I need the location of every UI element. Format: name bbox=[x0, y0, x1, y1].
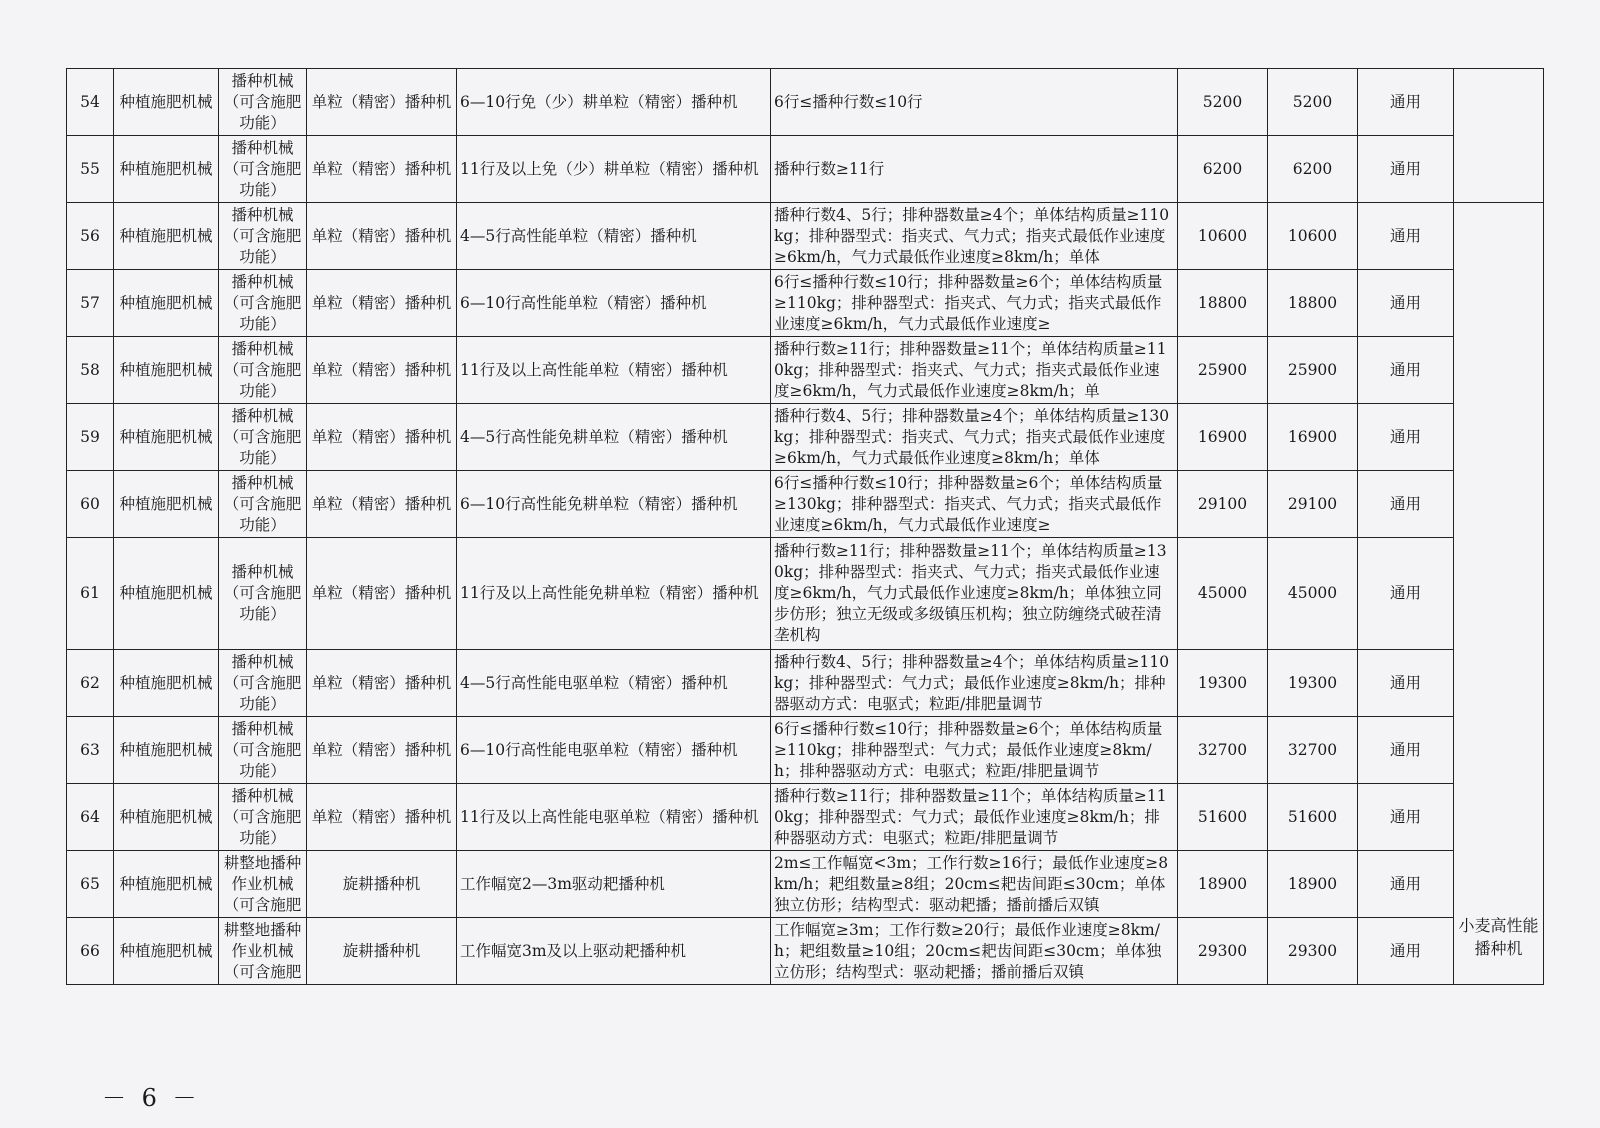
subcategory-cell: 播种机械（可含施肥功能） bbox=[219, 69, 307, 136]
product-name-cell: 11行及以上高性能免耕单粒（精密）播种机 bbox=[457, 538, 771, 650]
scope-cell: 通用 bbox=[1358, 650, 1454, 717]
scope-cell: 通用 bbox=[1358, 784, 1454, 851]
subcategory-cell: 播种机械（可含施肥功能） bbox=[219, 270, 307, 337]
table-row bbox=[67, 851, 1544, 918]
subsidy-cell: 6200 bbox=[1268, 136, 1358, 203]
subsidy-cell: 51600 bbox=[1268, 784, 1358, 851]
category-cell: 种植施肥机械 bbox=[114, 404, 219, 471]
spec-cell: 播种行数≥11行；排种器数量≥11个；单体结构质量≥110kg；排种器型式：指夹式、气力式；指夹式最低作业速度≥6km/h，气力式最低作业速度≥8km/h；单 bbox=[771, 337, 1178, 404]
table-row bbox=[67, 136, 1544, 203]
table-body bbox=[67, 69, 1544, 985]
subsidy-cell: 18900 bbox=[1268, 851, 1358, 918]
spec-cell: 6行≤播种行数≤10行；排种器数量≥6个；单体结构质量≥130kg；排种器型式：指夹式、气力式；指夹式最低作业速度≥6km/h，气力式最低作业速度≥ bbox=[771, 471, 1178, 538]
scope-cell: 通用 bbox=[1358, 851, 1454, 918]
row-number-cell: 56 bbox=[67, 203, 114, 270]
table-row bbox=[67, 404, 1544, 471]
scope-cell: 通用 bbox=[1358, 918, 1454, 985]
item-cell: 单粒（精密）播种机 bbox=[307, 404, 457, 471]
category-cell: 种植施肥机械 bbox=[114, 717, 219, 784]
subcategory-cell: 播种机械（可含施肥功能） bbox=[219, 404, 307, 471]
spec-cell: 6行≤播种行数≤10行；排种器数量≥6个；单体结构质量≥110kg；排种器型式：指夹式、气力式；指夹式最低作业速度≥6km/h，气力式最低作业速度≥ bbox=[771, 270, 1178, 337]
table-row bbox=[67, 203, 1544, 270]
product-name-cell: 4—5行高性能电驱单粒（精密）播种机 bbox=[457, 650, 771, 717]
category-cell: 种植施肥机械 bbox=[114, 337, 219, 404]
subcategory-cell: 耕整地播种作业机械（可含施肥 bbox=[219, 851, 307, 918]
price-cell: 25900 bbox=[1178, 337, 1268, 404]
table-row bbox=[67, 337, 1544, 404]
item-cell: 单粒（精密）播种机 bbox=[307, 69, 457, 136]
item-cell: 单粒（精密）播种机 bbox=[307, 650, 457, 717]
category-cell: 种植施肥机械 bbox=[114, 136, 219, 203]
subcategory-cell: 播种机械（可含施肥功能） bbox=[219, 136, 307, 203]
table-row bbox=[67, 717, 1544, 784]
category-cell: 种植施肥机械 bbox=[114, 538, 219, 650]
spec-cell: 播种行数4、5行；排种器数量≥4个；单体结构质量≥110kg；排种器型式：指夹式、气力式；指夹式最低作业速度≥6km/h，气力式最低作业速度≥8km/h；单体 bbox=[771, 203, 1178, 270]
price-cell: 10600 bbox=[1178, 203, 1268, 270]
price-cell: 18900 bbox=[1178, 851, 1268, 918]
empty-note-cell bbox=[1454, 69, 1544, 203]
subsidy-cell: 29100 bbox=[1268, 471, 1358, 538]
subsidy-cell: 29300 bbox=[1268, 918, 1358, 985]
scope-cell: 通用 bbox=[1358, 538, 1454, 650]
scope-cell: 通用 bbox=[1358, 136, 1454, 203]
item-cell: 单粒（精密）播种机 bbox=[307, 538, 457, 650]
item-cell: 单粒（精密）播种机 bbox=[307, 784, 457, 851]
scope-cell: 通用 bbox=[1358, 203, 1454, 270]
price-cell: 19300 bbox=[1178, 650, 1268, 717]
table-row bbox=[67, 784, 1544, 851]
row-number-cell: 59 bbox=[67, 404, 114, 471]
product-name-cell: 工作幅宽3m及以上驱动耙播种机 bbox=[457, 918, 771, 985]
page-number: － 6 － bbox=[102, 1084, 201, 1112]
product-name-cell: 11行及以上高性能电驱单粒（精密）播种机 bbox=[457, 784, 771, 851]
subsidy-cell: 25900 bbox=[1268, 337, 1358, 404]
category-cell: 种植施肥机械 bbox=[114, 270, 219, 337]
row-number-cell: 55 bbox=[67, 136, 114, 203]
table-row bbox=[67, 538, 1544, 650]
item-cell: 单粒（精密）播种机 bbox=[307, 717, 457, 784]
product-name-cell: 11行及以上免（少）耕单粒（精密）播种机 bbox=[457, 136, 771, 203]
merged-note-cell: 小麦高性能播种机 bbox=[1454, 203, 1544, 985]
category-cell: 种植施肥机械 bbox=[114, 918, 219, 985]
row-number-cell: 62 bbox=[67, 650, 114, 717]
row-number-cell: 58 bbox=[67, 337, 114, 404]
item-cell: 旋耕播种机 bbox=[307, 851, 457, 918]
row-number-cell: 60 bbox=[67, 471, 114, 538]
spec-cell: 播种行数4、5行；排种器数量≥4个；单体结构质量≥130kg；排种器型式：指夹式、气力式；指夹式最低作业速度≥6km/h，气力式最低作业速度≥8km/h；单体 bbox=[771, 404, 1178, 471]
price-cell: 5200 bbox=[1178, 69, 1268, 136]
row-number-cell: 63 bbox=[67, 717, 114, 784]
item-cell: 单粒（精密）播种机 bbox=[307, 270, 457, 337]
category-cell: 种植施肥机械 bbox=[114, 69, 219, 136]
scope-cell: 通用 bbox=[1358, 337, 1454, 404]
item-cell: 单粒（精密）播种机 bbox=[307, 203, 457, 270]
subsidy-cell: 10600 bbox=[1268, 203, 1358, 270]
spec-cell: 6行≤播种行数≤10行；排种器数量≥6个；单体结构质量≥110kg；排种器型式：气力式；最低作业速度≥8km/h；排种器驱动方式：电驱式；粒距/排肥量调节 bbox=[771, 717, 1178, 784]
product-name-cell: 4—5行高性能免耕单粒（精密）播种机 bbox=[457, 404, 771, 471]
subcategory-cell: 播种机械（可含施肥功能） bbox=[219, 337, 307, 404]
price-cell: 45000 bbox=[1178, 538, 1268, 650]
price-cell: 18800 bbox=[1178, 270, 1268, 337]
subcategory-cell: 播种机械（可含施肥功能） bbox=[219, 538, 307, 650]
price-cell: 29100 bbox=[1178, 471, 1268, 538]
subcategory-cell: 播种机械（可含施肥功能） bbox=[219, 471, 307, 538]
category-cell: 种植施肥机械 bbox=[114, 471, 219, 538]
subcategory-cell: 耕整地播种作业机械（可含施肥 bbox=[219, 918, 307, 985]
row-number-cell: 66 bbox=[67, 918, 114, 985]
table-row bbox=[67, 270, 1544, 337]
category-cell: 种植施肥机械 bbox=[114, 851, 219, 918]
subsidy-cell: 16900 bbox=[1268, 404, 1358, 471]
scope-cell: 通用 bbox=[1358, 471, 1454, 538]
spec-cell: 播种行数≥11行；排种器数量≥11个；单体结构质量≥130kg；排种器型式：指夹式、气力式；指夹式最低作业速度≥6km/h，气力式最低作业速度≥8km/h；单体独立同步仿形；独立无级或多级镇压机构；独立防缠绕式破茬清垄机构 bbox=[771, 538, 1178, 650]
spec-cell: 播种行数≥11行；排种器数量≥11个；单体结构质量≥110kg；排种器型式：气力式；最低作业速度≥8km/h；排种器驱动方式：电驱式；粒距/排肥量调节 bbox=[771, 784, 1178, 851]
spec-cell: 6行≤播种行数≤10行 bbox=[771, 69, 1178, 136]
scope-cell: 通用 bbox=[1358, 404, 1454, 471]
subsidy-cell: 18800 bbox=[1268, 270, 1358, 337]
subsidy-cell: 45000 bbox=[1268, 538, 1358, 650]
product-name-cell: 11行及以上高性能单粒（精密）播种机 bbox=[457, 337, 771, 404]
spec-cell: 工作幅宽≥3m；工作行数≥20行；最低作业速度≥8km/h；耙组数量≥10组；20cm≤耙齿间距≤30cm；单体独立仿形；结构型式：驱动耙播；播前播后双镇 bbox=[771, 918, 1178, 985]
row-number-cell: 61 bbox=[67, 538, 114, 650]
item-cell: 旋耕播种机 bbox=[307, 918, 457, 985]
price-cell: 51600 bbox=[1178, 784, 1268, 851]
category-cell: 种植施肥机械 bbox=[114, 650, 219, 717]
price-cell: 6200 bbox=[1178, 136, 1268, 203]
row-number-cell: 64 bbox=[67, 784, 114, 851]
subcategory-cell: 播种机械（可含施肥功能） bbox=[219, 717, 307, 784]
row-number-cell: 57 bbox=[67, 270, 114, 337]
table-row bbox=[67, 918, 1544, 985]
item-cell: 单粒（精密）播种机 bbox=[307, 136, 457, 203]
product-name-cell: 工作幅宽2—3m驱动耙播种机 bbox=[457, 851, 771, 918]
price-cell: 32700 bbox=[1178, 717, 1268, 784]
subsidy-cell: 19300 bbox=[1268, 650, 1358, 717]
subsidy-cell: 32700 bbox=[1268, 717, 1358, 784]
row-number-cell: 54 bbox=[67, 69, 114, 136]
subcategory-cell: 播种机械（可含施肥功能） bbox=[219, 784, 307, 851]
product-name-cell: 6—10行免（少）耕单粒（精密）播种机 bbox=[457, 69, 771, 136]
category-cell: 种植施肥机械 bbox=[114, 784, 219, 851]
scope-cell: 通用 bbox=[1358, 717, 1454, 784]
spec-cell: 播种行数≥11行 bbox=[771, 136, 1178, 203]
spec-cell: 2m≤工作幅宽<3m；工作行数≥16行；最低作业速度≥8km/h；耙组数量≥8组；20cm≤耙齿间距≤30cm；单体独立仿形；结构型式：驱动耙播；播前播后双镇 bbox=[771, 851, 1178, 918]
product-name-cell: 4—5行高性能单粒（精密）播种机 bbox=[457, 203, 771, 270]
price-cell: 16900 bbox=[1178, 404, 1268, 471]
category-cell: 种植施肥机械 bbox=[114, 203, 219, 270]
product-name-cell: 6—10行高性能免耕单粒（精密）播种机 bbox=[457, 471, 771, 538]
product-name-cell: 6—10行高性能电驱单粒（精密）播种机 bbox=[457, 717, 771, 784]
price-cell: 29300 bbox=[1178, 918, 1268, 985]
product-name-cell: 6—10行高性能单粒（精密）播种机 bbox=[457, 270, 771, 337]
scope-cell: 通用 bbox=[1358, 270, 1454, 337]
table-row bbox=[67, 69, 1544, 136]
table-row bbox=[67, 650, 1544, 717]
scope-cell: 通用 bbox=[1358, 69, 1454, 136]
subcategory-cell: 播种机械（可含施肥功能） bbox=[219, 203, 307, 270]
subcategory-cell: 播种机械（可含施肥功能） bbox=[219, 650, 307, 717]
table-row bbox=[67, 471, 1544, 538]
subsidy-cell: 5200 bbox=[1268, 69, 1358, 136]
item-cell: 单粒（精密）播种机 bbox=[307, 337, 457, 404]
spec-cell: 播种行数4、5行；排种器数量≥4个；单体结构质量≥110kg；排种器型式：气力式；最低作业速度≥8km/h；排种器驱动方式：电驱式；粒距/排肥量调节 bbox=[771, 650, 1178, 717]
row-number-cell: 65 bbox=[67, 851, 114, 918]
subsidy-table bbox=[66, 68, 1544, 985]
item-cell: 单粒（精密）播种机 bbox=[307, 471, 457, 538]
